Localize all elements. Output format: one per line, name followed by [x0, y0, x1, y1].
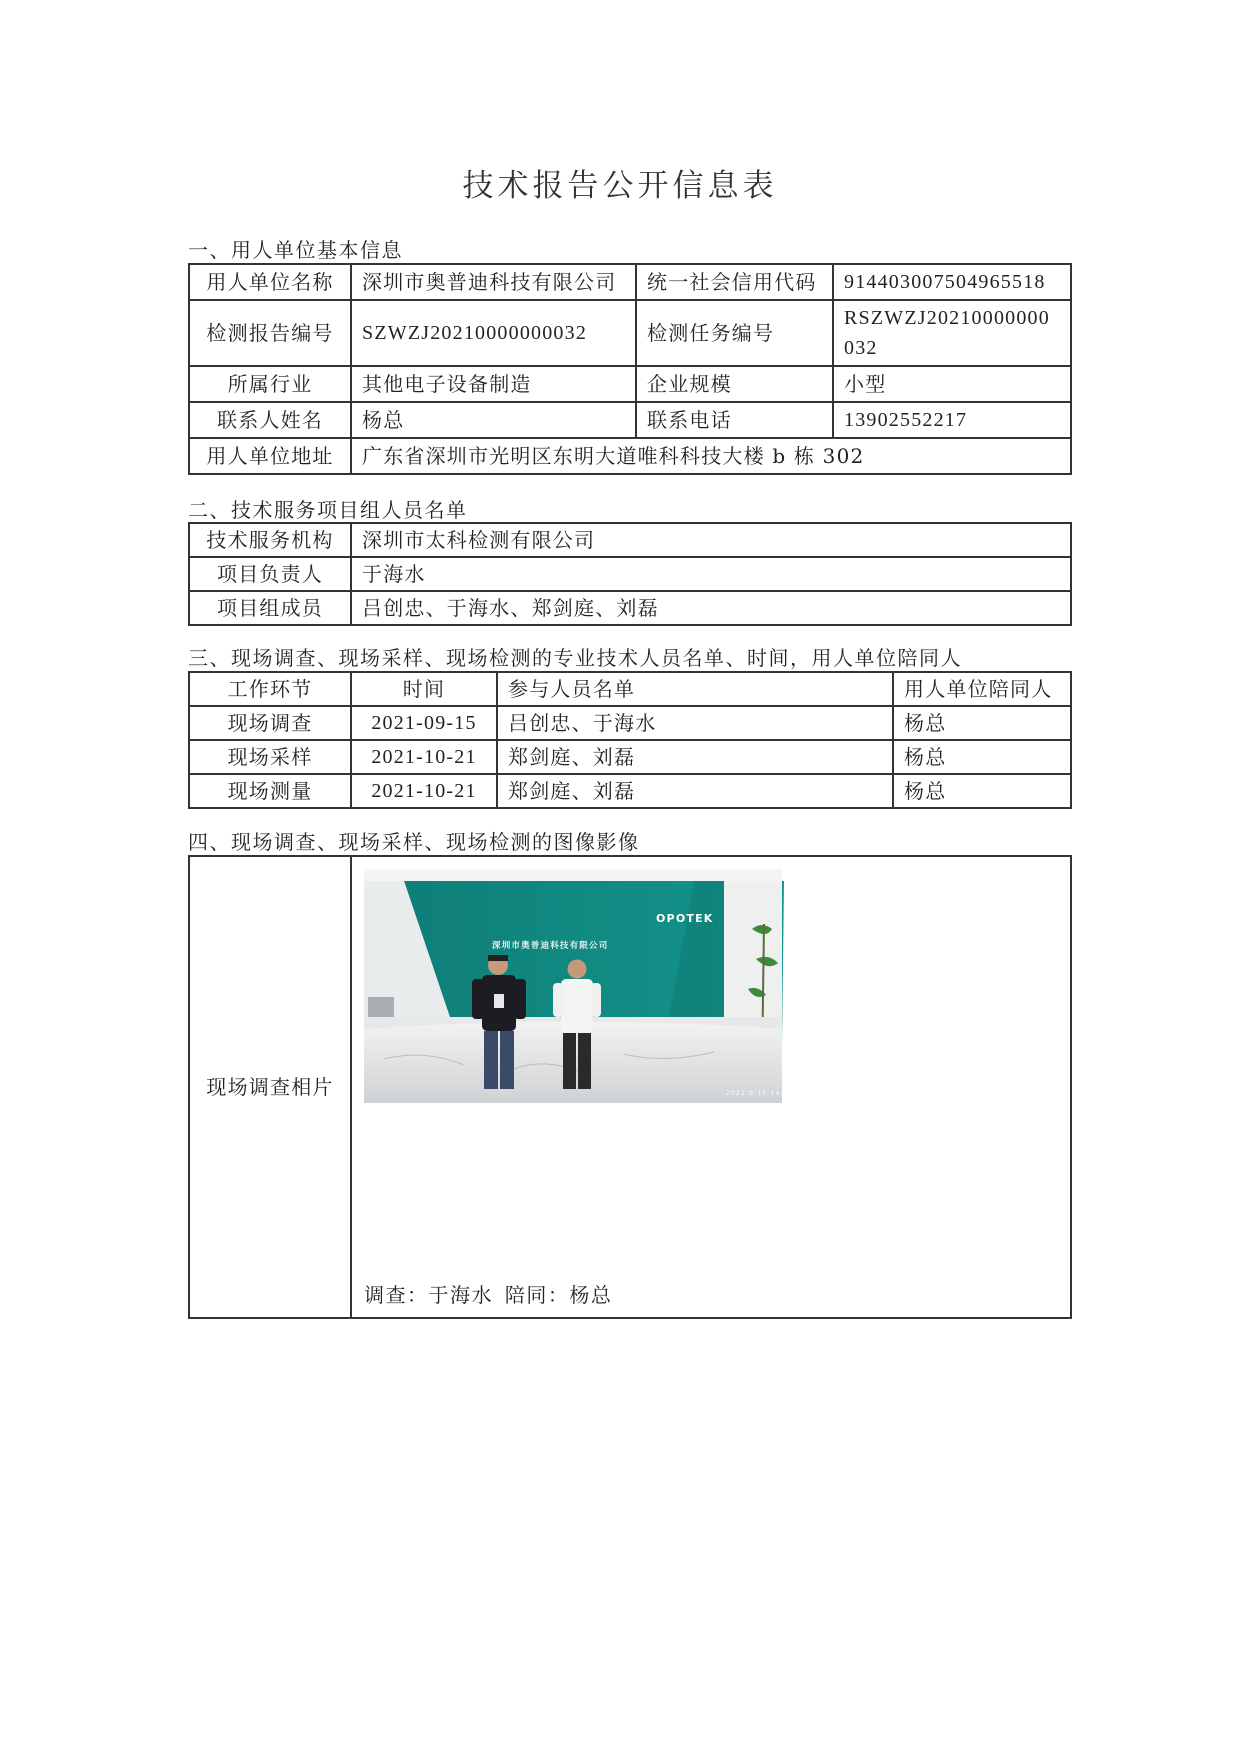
table-row — [189, 557, 1071, 591]
org-label: 技术服务机构 — [189, 523, 351, 557]
members-label: 项目组成员 — [189, 591, 351, 625]
photos-label: 现场调查相片 — [189, 856, 351, 1318]
schedule-table — [188, 671, 1072, 809]
wall-logo-text: OPOTEK — [656, 912, 714, 925]
people-cell: 吕创忠、于海水 — [497, 706, 893, 740]
table-row — [189, 856, 1071, 1318]
people-cell: 郑剑庭、刘磊 — [497, 774, 893, 808]
date-cell: 2021-10-21 — [351, 740, 497, 774]
site-survey-photo — [364, 869, 789, 1103]
section-heading-team: 二、技术服务项目组人员名单 — [188, 498, 468, 522]
table-row — [189, 523, 1071, 557]
table-row — [189, 740, 1071, 774]
date-cell: 2021-09-15 — [351, 706, 497, 740]
report-no-value: SZWZJ20210000000032 — [351, 300, 636, 366]
table-row — [189, 366, 1071, 402]
stage-cell: 现场调查 — [189, 706, 351, 740]
table-row — [189, 264, 1071, 300]
leader-value: 于海水 — [351, 557, 1071, 591]
unit-name-label: 用人单位名称 — [189, 264, 351, 300]
stage-cell: 现场测量 — [189, 774, 351, 808]
table-row — [189, 402, 1071, 438]
table-row — [189, 706, 1071, 740]
header-escort: 用人单位陪同人 — [893, 672, 1071, 706]
unit-name-value: 深圳市奥普迪科技有限公司 — [351, 264, 636, 300]
section-heading-unit-info: 一、用人单位基本信息 — [188, 238, 403, 262]
unit-info-table — [188, 263, 1072, 475]
phone-label: 联系电话 — [636, 402, 833, 438]
scale-value: 小型 — [833, 366, 1071, 402]
section-heading-photos: 四、现场调查、现场采样、现场检测的图像影像 — [188, 830, 640, 854]
task-no-value-line1: RSZWZJ20210000000 — [844, 307, 1050, 329]
table-row — [189, 438, 1071, 474]
org-value: 深圳市太科检测有限公司 — [351, 523, 1071, 557]
table-header-row — [189, 672, 1071, 706]
contact-value: 杨总 — [351, 402, 636, 438]
credit-code-label: 统一社会信用代码 — [636, 264, 833, 300]
photo-caption — [364, 1279, 616, 1311]
address-label: 用人单位地址 — [189, 438, 351, 474]
task-no-value-line2: 032 — [844, 337, 878, 359]
contact-label: 联系人姓名 — [189, 402, 351, 438]
caption-escort: 陪同：杨总 — [504, 1283, 613, 1307]
scale-label: 企业规模 — [636, 366, 833, 402]
task-no-value — [833, 300, 1071, 366]
escort-cell: 杨总 — [893, 706, 1071, 740]
photo-timestamp: 2021.9.15 14:3 — [726, 1090, 789, 1097]
report-no-label: 检测报告编号 — [189, 300, 351, 366]
photos-table — [188, 855, 1072, 1319]
phone-value: 13902552217 — [833, 402, 1071, 438]
caption-survey: 调查：于海水 — [364, 1283, 493, 1307]
members-value: 吕创忠、于海水、郑剑庭、刘磊 — [351, 591, 1071, 625]
section-heading-schedule: 三、现场调查、现场采样、现场检测的专业技术人员名单、时间，用人单位陪同人 — [188, 646, 962, 670]
task-no-label: 检测任务编号 — [636, 300, 833, 366]
site-survey-photo-image — [364, 869, 789, 1103]
page-title: 技术报告公开信息表 — [462, 168, 778, 204]
leader-label: 项目负责人 — [189, 557, 351, 591]
team-table — [188, 522, 1072, 626]
header-stage: 工作环节 — [189, 672, 351, 706]
credit-code-value: 914403007504965518 — [833, 264, 1071, 300]
table-row — [189, 774, 1071, 808]
photo-cell — [351, 856, 1071, 1318]
escort-cell: 杨总 — [893, 740, 1071, 774]
industry-value: 其他电子设备制造 — [351, 366, 636, 402]
wall-sign-text: 深圳市奥普迪科技有限公司 — [492, 941, 609, 951]
table-row — [189, 300, 1071, 366]
industry-label: 所属行业 — [189, 366, 351, 402]
stage-cell: 现场采样 — [189, 740, 351, 774]
table-row — [189, 591, 1071, 625]
address-value: 广东省深圳市光明区东明大道唯科科技大楼 b 栋 302 — [351, 438, 1071, 474]
date-cell: 2021-10-21 — [351, 774, 497, 808]
header-date: 时间 — [351, 672, 497, 706]
escort-cell: 杨总 — [893, 774, 1071, 808]
header-people: 参与人员名单 — [497, 672, 893, 706]
people-cell: 郑剑庭、刘磊 — [497, 740, 893, 774]
